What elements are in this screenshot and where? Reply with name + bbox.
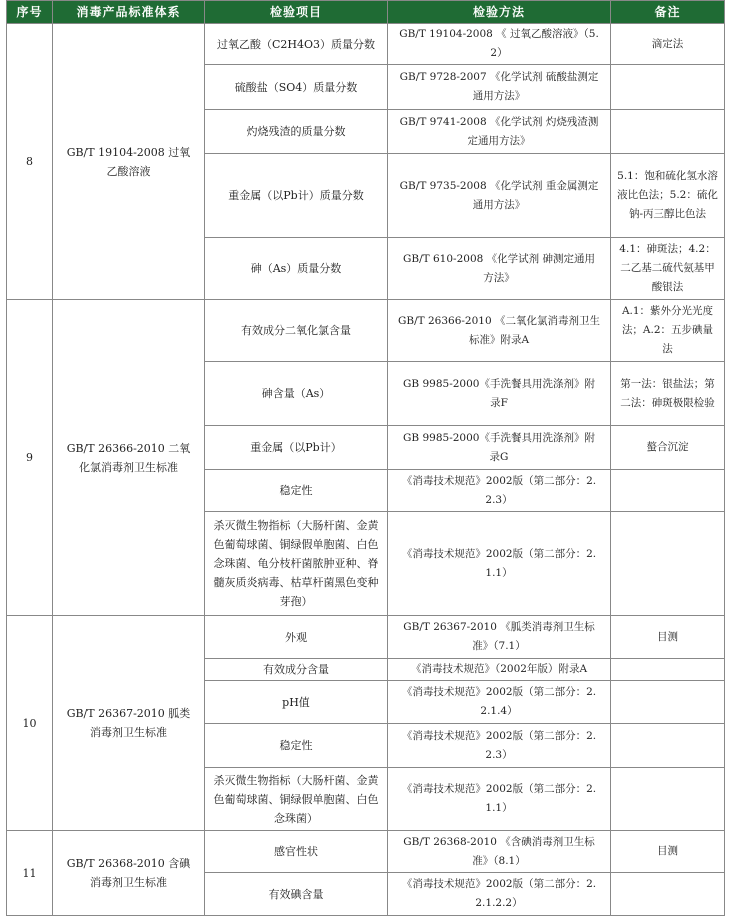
test-item: 重金属（以Pb计）质量分数 [205, 154, 388, 238]
test-item: 灼烧残渣的质量分数 [205, 110, 388, 154]
remark [611, 512, 725, 616]
remark: 目测 [611, 831, 725, 873]
standard-name: GB/T 26367-2010 胍类消毒剂卫生标准 [53, 616, 205, 831]
standard-name: GB/T 26366-2010 二氧化氯消毒剂卫生标准 [53, 300, 205, 616]
table-row [7, 24, 725, 65]
test-item: 砷（As）质量分数 [205, 238, 388, 300]
table-row [7, 831, 725, 873]
test-item: 感官性状 [205, 831, 388, 873]
test-method: 《消毒技术规范》（2002年版）附录A [388, 659, 611, 681]
test-method: 《消毒技术规范》2002版（第二部分：2.2.1.2.2） [388, 873, 611, 916]
test-item: 硫酸盐（SO4）质量分数 [205, 65, 388, 110]
header-row [7, 1, 725, 24]
header-seq: 序号 [7, 1, 53, 24]
standards-table-container [6, 0, 724, 914]
remark [611, 65, 725, 110]
table-row [7, 300, 725, 362]
test-method: GB 9985-2000《手洗餐具用洗涤剂》附录F [388, 362, 611, 426]
remark: A.1：紫外分光光度法；A.2：五步碘量法 [611, 300, 725, 362]
remark [611, 659, 725, 681]
test-item: 有效碘含量 [205, 873, 388, 916]
header-test-item: 检验项目 [205, 1, 388, 24]
test-method: GB/T 19104-2008 《 过氧乙酸溶液》（5.2） [388, 24, 611, 65]
test-item: 过氧乙酸（C2H4O3）质量分数 [205, 24, 388, 65]
test-method: GB/T 9735-2008 《化学试剂 重金属测定通用方法》 [388, 154, 611, 238]
test-method: GB/T 9728-2007 《化学试剂 硫酸盐测定通用方法》 [388, 65, 611, 110]
test-method: GB/T 26368-2010 《含碘消毒剂卫生标准》（8.1） [388, 831, 611, 873]
test-method: GB/T 610-2008 《化学试剂 砷测定通用方法》 [388, 238, 611, 300]
test-method: 《消毒技术规范》2002版（第二部分：2.2.1.4） [388, 681, 611, 724]
test-item: 稳定性 [205, 724, 388, 768]
header-standard-system: 消毒产品标准体系 [53, 1, 205, 24]
test-method: 《消毒技术规范》2002版（第二部分：2.1.1） [388, 512, 611, 616]
test-method: 《消毒技术规范》2002版（第二部分：2.1.1） [388, 768, 611, 831]
header-remarks: 备注 [611, 1, 725, 24]
remark [611, 768, 725, 831]
remark [611, 110, 725, 154]
test-item: 有效成分含量 [205, 659, 388, 681]
remark [611, 724, 725, 768]
test-method: 《消毒技术规范》2002版（第二部分：2.2.3） [388, 724, 611, 768]
group-number: 9 [7, 300, 53, 616]
test-item: 砷含量（As） [205, 362, 388, 426]
test-item: 杀灭微生物指标（大肠杆菌、金黄色葡萄球菌、铜绿假单胞菌、白色念珠菌） [205, 768, 388, 831]
remark [611, 470, 725, 512]
standard-name: GB/T 19104-2008 过氧乙酸溶液 [53, 24, 205, 300]
standard-name: GB/T 26368-2010 含碘消毒剂卫生标准 [53, 831, 205, 916]
test-item: 稳定性 [205, 470, 388, 512]
test-method: 《消毒技术规范》2002版（第二部分：2.2.3） [388, 470, 611, 512]
test-item: 重金属（以Pb计） [205, 426, 388, 470]
remark: 滴定法 [611, 24, 725, 65]
standards-table [6, 0, 725, 916]
test-item: pH值 [205, 681, 388, 724]
test-method: GB/T 26367-2010 《胍类消毒剂卫生标准》（7.1） [388, 616, 611, 659]
test-method: GB 9985-2000《手洗餐具用洗涤剂》附录G [388, 426, 611, 470]
table-row [7, 616, 725, 659]
remark: 5.1：饱和硫化氢水溶液比色法；5.2：硫化钠-丙三醇比色法 [611, 154, 725, 238]
remark: 目测 [611, 616, 725, 659]
header-test-method: 检验方法 [388, 1, 611, 24]
test-method: GB/T 9741-2008 《化学试剂 灼烧残渣测定通用方法》 [388, 110, 611, 154]
test-method: GB/T 26366-2010 《二氧化氯消毒剂卫生标准》附录A [388, 300, 611, 362]
test-item: 杀灭微生物指标（大肠杆菌、金黄色葡萄球菌、铜绿假单胞菌、白色念珠菌、龟分枝杆菌脓肿亚种、脊髓灰质炎病毒、枯草杆菌黑色变种芽孢） [205, 512, 388, 616]
remark: 4.1：砷斑法；4.2：二乙基二硫代氨基甲酸银法 [611, 238, 725, 300]
test-item: 外观 [205, 616, 388, 659]
group-number: 10 [7, 616, 53, 831]
remark: 螯合沉淀 [611, 426, 725, 470]
group-number: 8 [7, 24, 53, 300]
test-item: 有效成分二氧化氯含量 [205, 300, 388, 362]
remark: 第一法：银盐法；第二法：砷斑极限检验 [611, 362, 725, 426]
remark [611, 681, 725, 724]
remark [611, 873, 725, 916]
group-number: 11 [7, 831, 53, 916]
